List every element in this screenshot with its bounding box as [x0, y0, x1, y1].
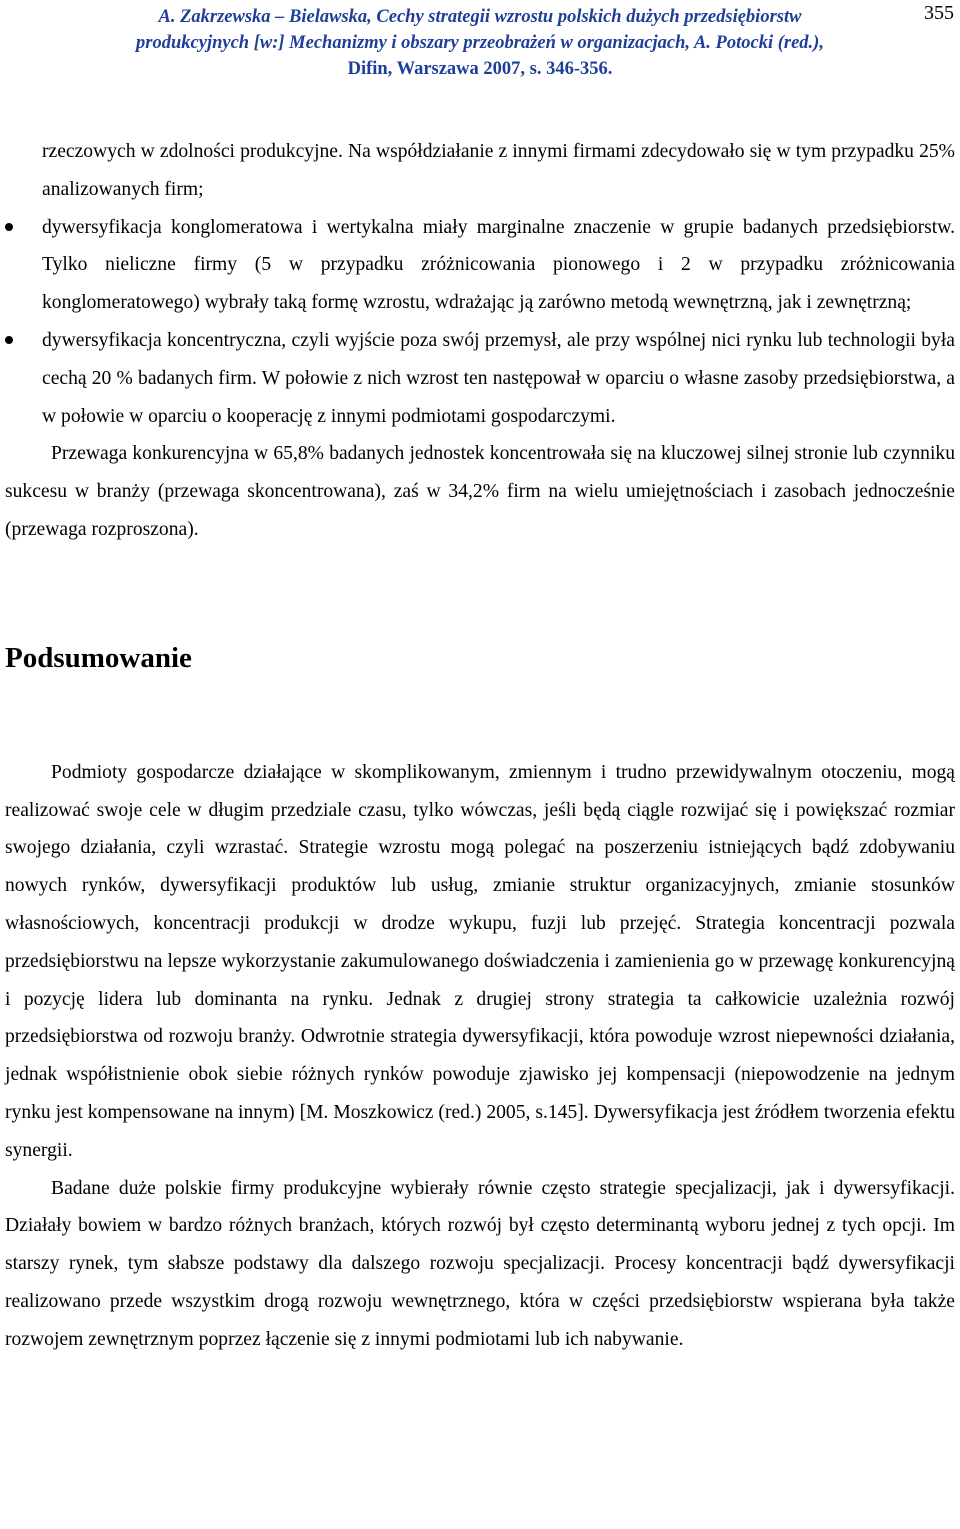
- citation-line-3: Difin, Warszawa 2007, s. 346-356.: [347, 59, 613, 79]
- bullet-text: dywersyfikacja koncentryczna, czyli wyjście poza swój przemysł, ale przy wspólnej nici rynku lub technologii była cechą 20 % badanych firm. W połowie z nich wzrost ten następował w oparciu o własne zasoby przedsiębiorstwa, a w połowie w oparciu o kooperację z innymi podmiotami gospodarczymi.: [42, 329, 955, 427]
- bullet-continuation: [5, 133, 955, 209]
- summary-paragraph-2: Badane duże polskie firmy produkcyjne wybierały równie często strategie specjalizacji, jak i dywersyfikacji. Działały bowiem w bardzo różnych branżach, których rozwój był często determinantą wyboru jednej z tych opcji. Im starszy rynek, tym słabsze podstawy dla dalszego rozwoju specjalizacji. Procesy koncentracji bądź dywersyfikacji realizowano przede wszystkim drogą rozwoju wewnętrznego, która w części przedsiębiorstw wspierana była także rozwojem zewnętrznym poprzez łączenie się z innymi podmiotami lub ich nabywanie.: [5, 1177, 955, 1350]
- bullet-text: dywersyfikacja konglomeratowa i wertykalna miały marginalne znaczenie w grupie badanych przedsiębiorstw. Tylko nieliczne firmy (5 w przypadku zróżnicowania pionowego i 2 w przypadku zróżnicowania konglomeratowego) wybrały taką formę wzrostu, wdrażając ją zarówno metodą wewnętrzną, jak i zewnętrzną;: [42, 216, 955, 314]
- bullet-icon: [5, 223, 13, 231]
- bullet-item-concentric: [5, 322, 955, 435]
- bullet-icon: [5, 336, 13, 344]
- page-body: [5, 133, 955, 1359]
- continuation-text: rzeczowych w zdolności produkcyjne. Na współdziałanie z innymi firmami zdecydowało się w tym przypadku 25% analizowanych firm;: [42, 141, 955, 200]
- paragraph-competitive-advantage: Przewaga konkurencyjna w 65,8% badanych jednostek koncentrowała się na kluczowej silnej stronie lub czynniku sukcesu w branży (przewaga skoncentrowana), zaś w 34,2% firm na wielu umiejętnościach i zasobach jednocześnie (przewaga rozproszona).: [5, 443, 955, 540]
- bullet-item-conglomerate: [5, 209, 955, 322]
- summary-paragraph-1: Podmioty gospodarcze działające w skomplikowanym, zmiennym i trudno przewidywalnym otoczeniu, mogą realizować swoje cele w długim przedziale czasu, tylko wówczas, jeśli będą ciągle rozwijać się i powiększać rozmiar swojego działania, czyli wzrastać. Strategie wzrostu mogą polegać na poszerzeniu istniejących bądź zdobywaniu nowych rynków, dywersyfikacji produktów lub usług, zmianie struktur organizacyjnych, zmianie stosunków własnościowych, koncentracji produkcji w drodze wykupu, fuzji lub przejęć. Strategia koncentracji pozwala przedsiębiorstwu na lepsze wykorzystanie zakumulowanego doświadczenia i zamienienia go w przewagę konkurencyjną i pozycję lidera lub dominanta na rynku. Jednak z drugiej strony strategia ta całkowicie uzależnia rozwój przedsiębiorstwa od rozwoju branży. Odwrotnie strategia dywersyfikacji, która powoduje wzrost niepewności działania, jednak współistnienie obok siebie różnych rynków powoduje zjawisko jej kompensacji (niepowodzenie na jednym rynku jest kompensowane na innym) [M. Moszkowicz (red.) 2005, s.145]. Dywersyfikacja jest źródłem tworzenia efektu synergii.: [5, 761, 955, 1161]
- citation-header: [0, 4, 960, 82]
- citation-line-2: produkcyjnych [w:] Mechanizmy i obszary przeobrażeń w organizacjach, A. Potocki (red.),: [136, 33, 824, 53]
- section-heading: Podsumowanie: [5, 641, 192, 674]
- citation-line-1: A. Zakrzewska – Bielawska, Cechy strategii wzrostu polskich dużych przedsiębiorstw: [158, 7, 802, 27]
- page-number: 355: [924, 2, 954, 24]
